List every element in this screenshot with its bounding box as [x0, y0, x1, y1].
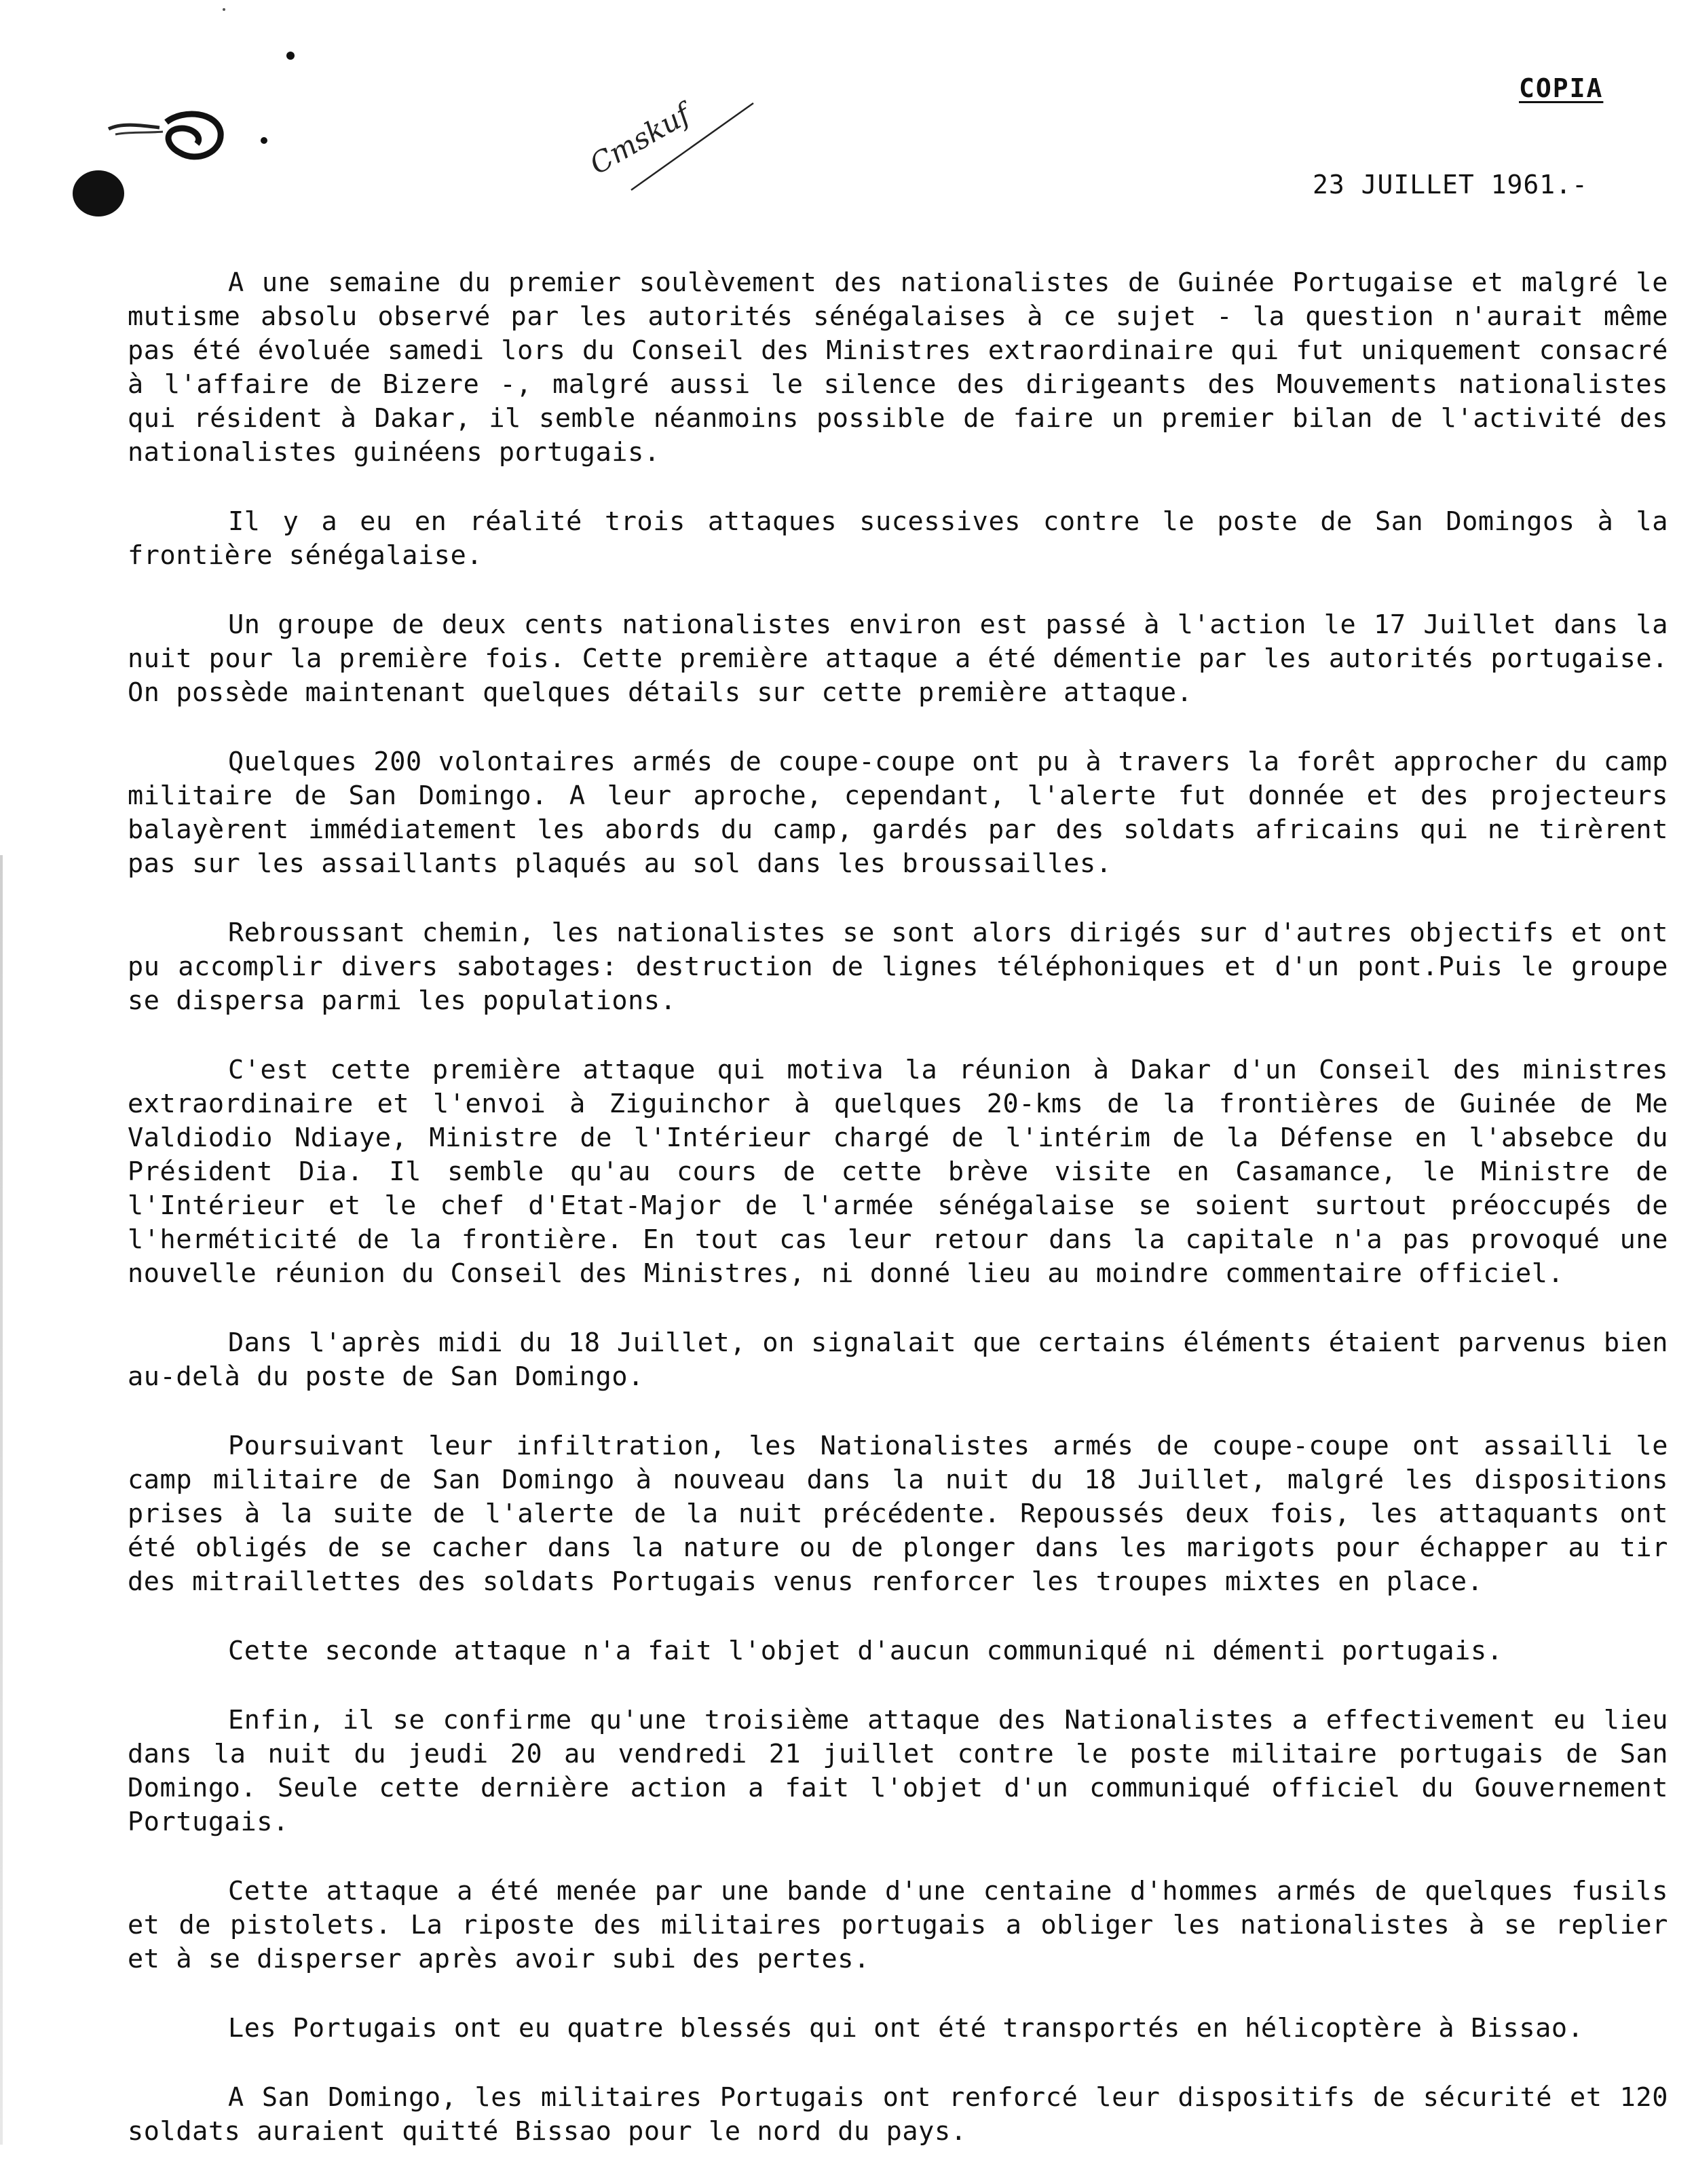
ink-dot-1: [285, 50, 296, 61]
paragraph-9: Cette seconde attaque n'a fait l'objet d'aucun communiqué ni démenti portugais.: [228, 1636, 1503, 1666]
handwritten-signature: [584, 95, 760, 197]
ink-blot-large: [68, 163, 129, 224]
ink-smudge-mark: [102, 102, 238, 170]
paragraph-8: Poursuivant leur infiltration, les Nationalistes armés de coupe-coupe ont assailli le camp militaire de San Domingo à nouveau dans la nuit du 18 Juillet, malgré les dispositions prises à la suite de l'alerte de la nuit précédente. Repoussés deux fois, les attaquants ont été obligés de se cacher dans la nature ou de plonger dans les marigots pour échapper au tir des mitraillettes des soldats Portugais venus renforcer les troupes mixtes en place.: [128, 1431, 1668, 1597]
svg-text:Cmskuf: Cmskuf: [584, 97, 696, 181]
paragraph-13: A San Domingo, les militaires Portugais ont renforcé leur dispositifs de sécurité et 120 soldats auraient quitté Bissao pour le nord du pays.: [128, 2082, 1668, 2147]
paragraph-2: Il y a eu en réalité trois attaques sucessives contre le poste de San Domingos à la frontière sénégalaise.: [128, 506, 1668, 571]
scan-edge-shadow: [0, 855, 3, 2145]
copy-stamp-label: COPIA: [1519, 73, 1604, 103]
document-body: [128, 266, 1668, 2184]
paragraph-4: Quelques 200 volontaires armés de coupe-coupe ont pu à travers la forêt approcher du camp militaire de San Domingo. A leur aproche, cependant, l'alerte fut donnée et des projecteurs balayèrent immédiatement les abords du camp, gardés par des soldats africains qui ne tirèrent pas sur les assaillants plaqués au sol dans les broussailles.: [128, 747, 1668, 879]
paragraph-5: Rebroussant chemin, les nationalistes se sont alors dirigés sur d'autres objectifs et ont pu accomplir divers sabotages: destruction de lignes téléphoniques et d'un pont.Puis le groupe se dispersa parmi les populations.: [128, 918, 1668, 1016]
paragraph-3: Un groupe de deux cents nationalistes environ est passé à l'action le 17 Juillet dans la nuit pour la première fois. Cette première attaque a été démentie par les autorités portugaise. On possède maintenant quelques détails sur cette première attaque.: [128, 609, 1668, 708]
paragraph-11: Cette attaque a été menée par une bande d'une centaine d'hommes armés de quelques fusils et de pistolets. La riposte des militaires portugais a obliger les nationalistes à se replier et à se disperser après avoir subi des pertes.: [128, 1876, 1668, 1974]
paragraph-6: C'est cette première attaque qui motiva la réunion à Dakar d'un Conseil des ministres extraordinaire et l'envoi à Ziguinchor à quelques 20-kms de la frontières de Guinée de Me Valdiodio Ndiaye, Ministre de l'Intérieur chargé de l'intérim de la Défense en l'absebce du Président Dia. Il semble qu'au cours de cette brève visite en Casamance, le Ministre de l'Intérieur et le chef d'Etat-Major de l'armée sénégalaise se soient surtout préoccupés de l'herméticité de la frontière. En tout cas leur retour dans la capitale n'a pas provoqué une nouvelle réunion du Conseil des Ministres, ni donné lieu au moindre commentaire officiel.: [128, 1055, 1668, 1289]
paragraph-1: A une semaine du premier soulèvement des nationalistes de Guinée Portugaise et malgré le mutisme absolu observé par les autorités sénégalaises à ce sujet - la question n'aurait même pas été évoluée samedi lors du Conseil des Ministres extraordinaire qui fut uniquement consacré à l'affaire de Bizere -, malgré aussi le silence des dirigeants des Mouvements nationalistes qui résident à Dakar, il semble néanmoins possible de faire un premier bilan de l'activité des nationalistes guinéens portugais.: [128, 267, 1668, 468]
document-date: 23 JUILLET 1961.-: [1313, 170, 1588, 200]
paragraph-10: Enfin, il se confirme qu'une troisième attaque des Nationalistes a effectivement eu lieu dans la nuit du jeudi 20 au vendredi 21 juillet contre le poste militaire portugais de San Domingo. Seule cette dernière action a fait l'objet d'un communiqué officiel du Gouvernement Portugais.: [128, 1705, 1668, 1837]
ink-dot-3: [221, 7, 227, 12]
paragraph-12: Les Portugais ont eu quatre blessés qui ont été transportés en hélicoptère à Bissao.: [228, 2013, 1584, 2044]
paragraph-7: Dans l'après midi du 18 Juillet, on signalait que certains éléments étaient parvenus bien au-delà du poste de San Domingo.: [128, 1328, 1668, 1392]
ink-dot-2: [259, 136, 269, 145]
